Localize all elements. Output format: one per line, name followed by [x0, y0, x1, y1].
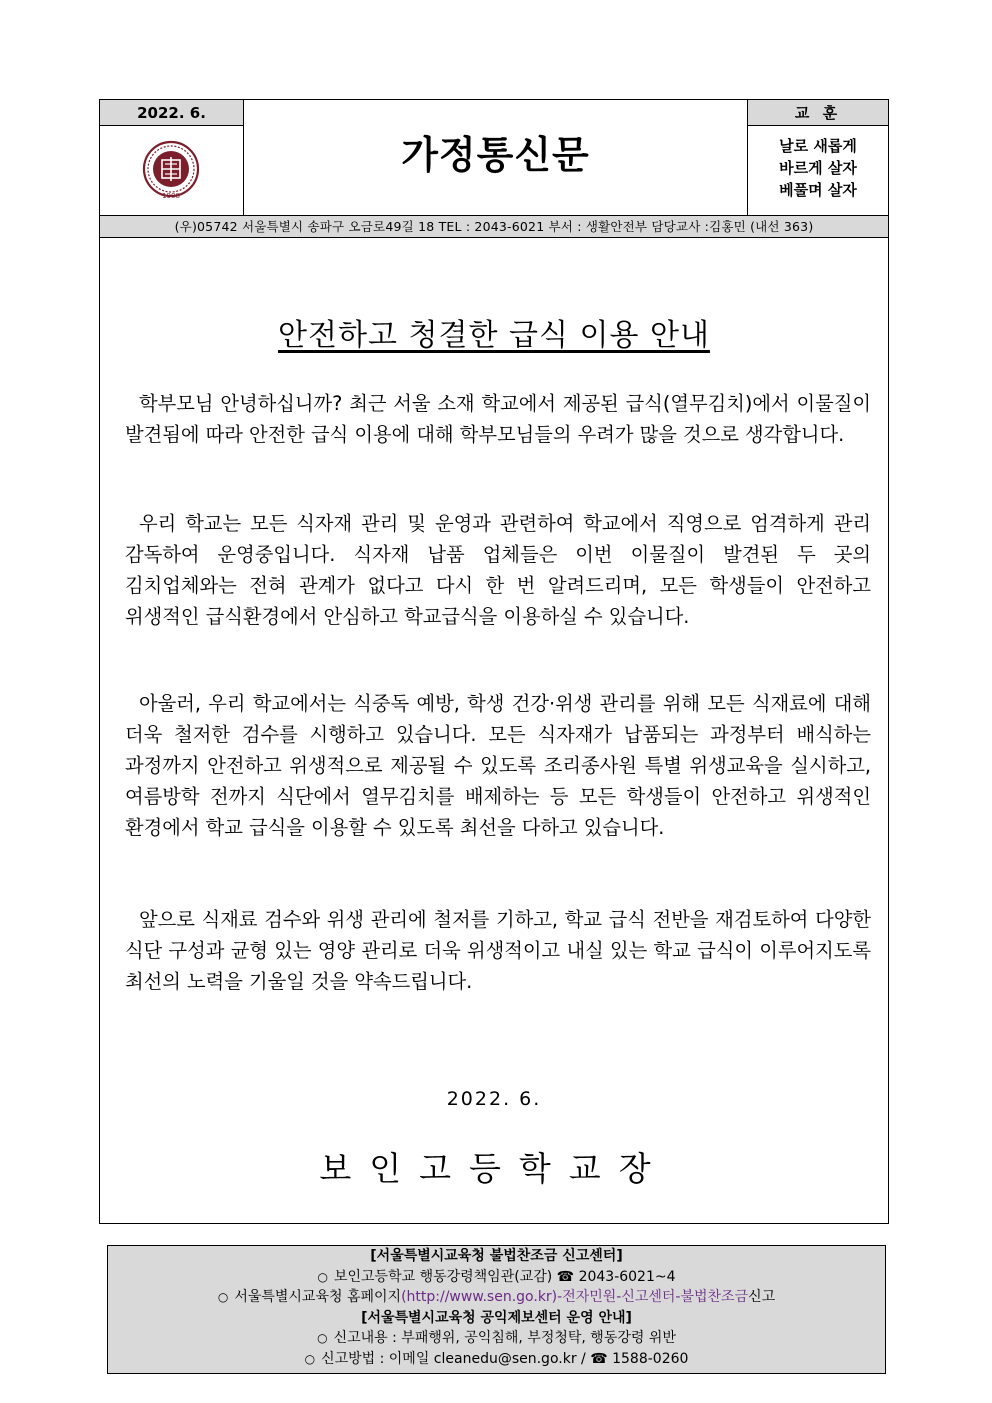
- footer-text: 서울특별시교육청 홈페이지: [234, 1289, 402, 1306]
- letter-body: [99, 238, 889, 1224]
- footer-text: 보인고등학교 행동강령책임관(교감): [333, 1268, 553, 1285]
- footer-line: [108, 1287, 885, 1308]
- paragraph: 학부모님 안녕하십니까? 최근 서울 소재 학교에서 제공된 급식(열무김치)에서 이물질이 발견됨에 따라 안전한 급식 이용에 대해 학부모님들의 우려가 많을 것으로 생각합니다.: [125, 392, 871, 446]
- footer-line: [108, 1328, 885, 1349]
- signer-name: 보인고등학교장: [319, 1149, 669, 1188]
- phone-number: 1588-0260: [612, 1350, 689, 1367]
- circle-bullet-icon: ○: [317, 1331, 328, 1346]
- seal-year: 1908: [162, 192, 180, 200]
- circle-bullet-icon: ○: [217, 1290, 229, 1305]
- paragraph: 우리 학교는 모든 식자재 관리 및 운영과 관련하여 학교에서 직영으로 엄격하게 관리 감독하여 운영중입니다. 식자재 납품 업체들은 이번 이물질이 발견된 두 곳의 김치업체와는 전혀 관계가 없다고 다시 한 번 알려드리며, 모든 학생들이 안전하고 위생적인 급식환경에서 안심하고 학교급식을 이용하실 수 있습니다.: [125, 512, 871, 628]
- footer-text: 신고내용 : 부패행위, 공익침해, 부정청탁, 행동강령 위반: [333, 1330, 676, 1347]
- motto-line: 베풀며 살자: [779, 181, 857, 199]
- phone-icon: ☎: [556, 1268, 575, 1285]
- footer-line: [108, 1267, 885, 1288]
- paragraph: 앞으로 식재료 검수와 위생 관리에 철저를 기하고, 학교 급식 전반을 재검토하여 다양한 식단 구성과 균형 있는 영양 관리로 더욱 위생적이고 내실 있는 학교 급식이 이루어지도록 최선의 노력을 기울일 것을 약속드립니다.: [125, 908, 871, 993]
- school-address-line: (우)05742 서울특별시 송파구 오금로49길 18 TEL : 2043-6021 부서 : 생활안전부 담당교사 :김홍민 (내선 363): [100, 215, 888, 237]
- phone-icon: ☎: [590, 1350, 608, 1367]
- report-center-box: [107, 1245, 886, 1374]
- school-seal-cell: [100, 126, 244, 215]
- newsletter-title: 가정통신문: [401, 133, 590, 177]
- issue-date: 2022. 6.: [100, 100, 244, 126]
- phone-number: 2043-6021~4: [578, 1268, 676, 1285]
- footer-heading: [서울특별시교육청 공익제보센터 운영 안내]: [361, 1309, 632, 1326]
- footer-text: 신고방법 : 이메일 cleanedu@sen.go.kr /: [321, 1350, 586, 1367]
- document-title: [100, 310, 888, 354]
- circle-bullet-icon: ○: [317, 1269, 328, 1284]
- paragraph: 아울러, 우리 학교에서는 식중독 예방, 학생 건강·위생 관리를 위해 모든 식재료에 대해 더욱 철저한 검수를 시행하고 있습니다. 모든 식자재가 납품되는 과정부터 배식하는 과정까지 안전하고 위생적으로 제공될 수 있도록 조리종사원 특별 위생교육을 실시하고, 여름방학 전까지 식단에서 열무김치를 배제하는 등 모든 학생들이 안전하고 위생적인 환경에서 학교 급식을 이용할 수 있도록 최선을 다하고 있습니다.: [125, 692, 871, 839]
- motto-line: 날로 새롭게: [779, 137, 857, 155]
- circle-bullet-icon: ○: [304, 1351, 316, 1366]
- footer-text: 신고: [748, 1289, 776, 1306]
- school-seal-icon: [140, 140, 202, 202]
- footer-line: [108, 1349, 885, 1370]
- letter-header: [99, 99, 889, 238]
- school-motto: [747, 126, 888, 215]
- motto-heading: 교 훈: [747, 100, 888, 126]
- signature-date: 2022. 6.: [446, 1088, 542, 1110]
- footer-heading: [서울특별시교육청 불법찬조금 신고센터]: [370, 1248, 623, 1264]
- motto-line: 바르게 살자: [779, 159, 857, 177]
- document-title-text: 안전하고 청결한 급식 이용 안내: [278, 318, 710, 353]
- homepage-link[interactable]: (http://www.sen.go.kr)-전자민원-신고센터-불법찬조금: [401, 1289, 749, 1306]
